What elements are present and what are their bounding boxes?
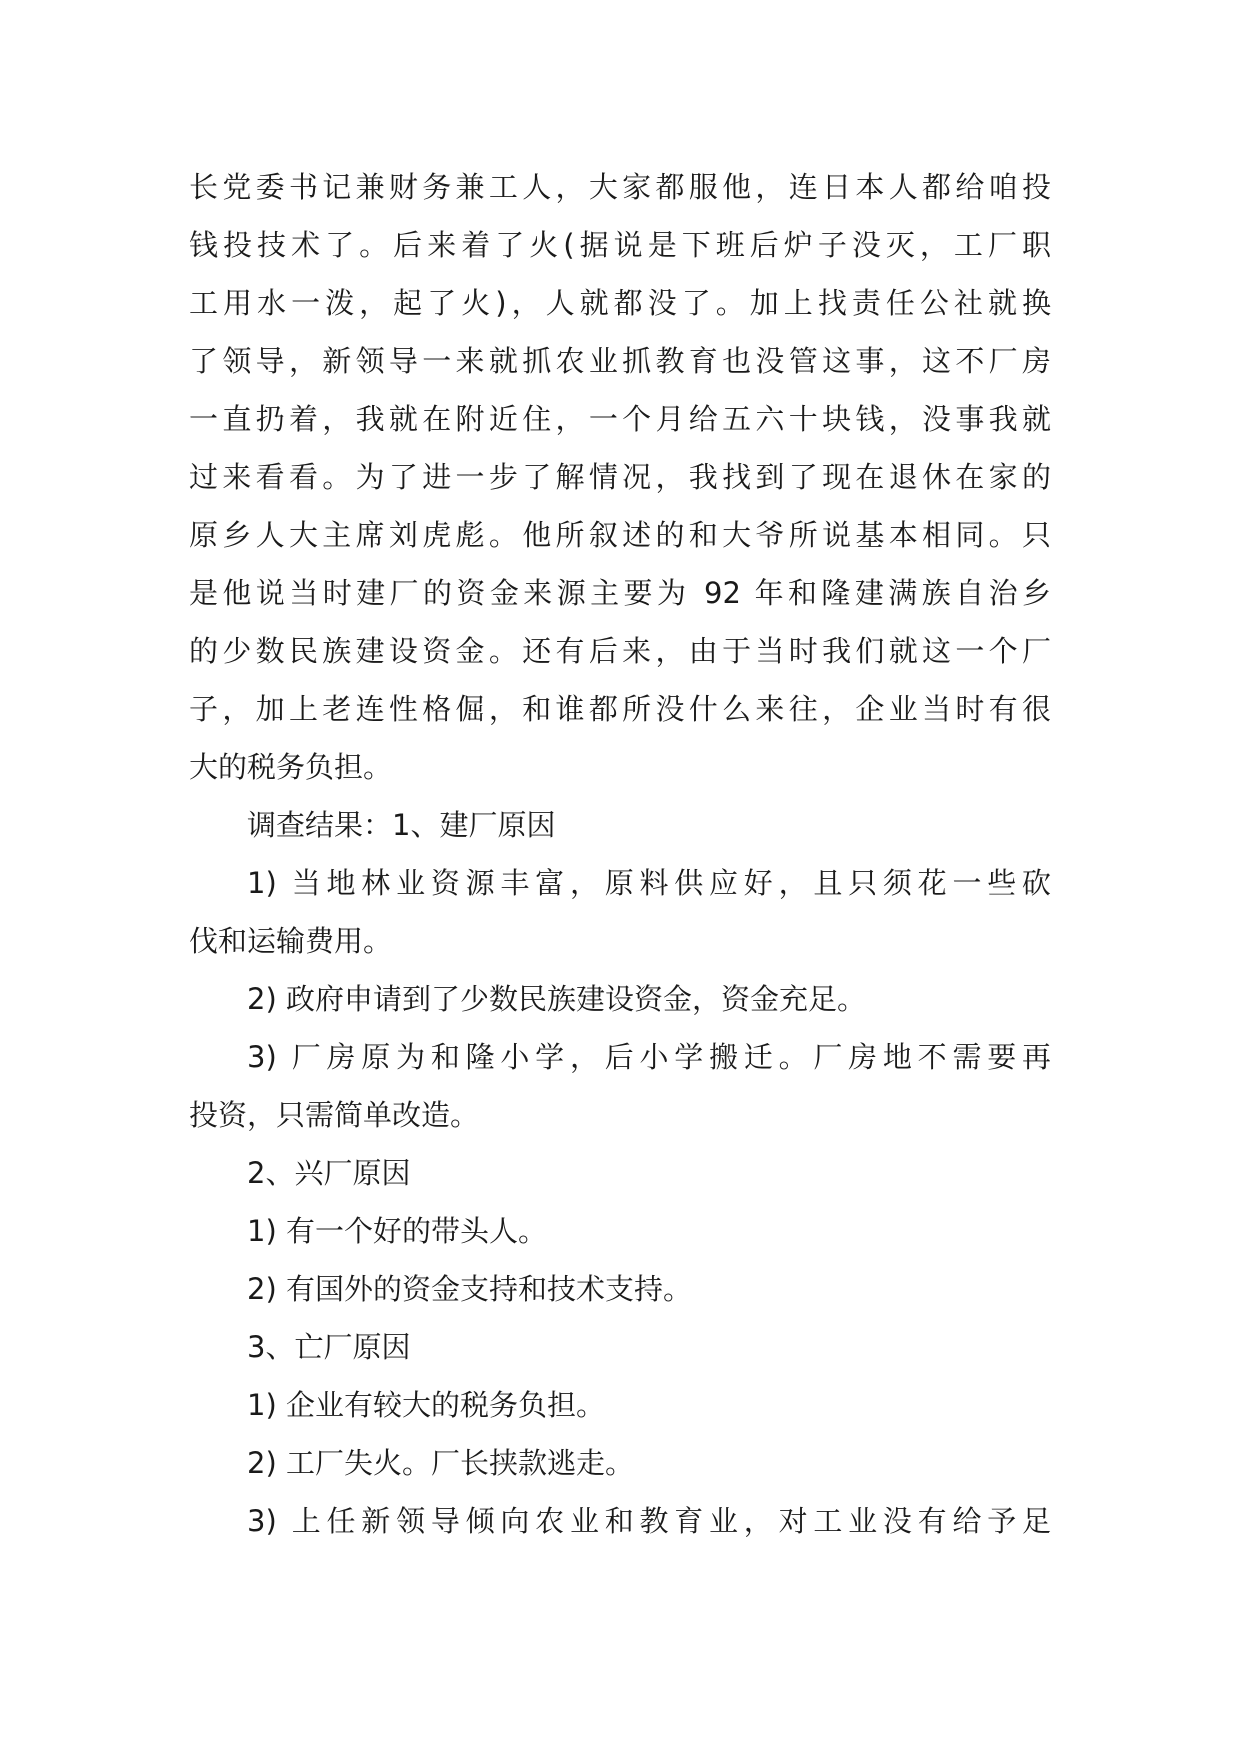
text-line: 是他说当时建厂的资金来源主要为 92 年和隆建满族自治乡 xyxy=(189,576,1051,610)
text-line: 1) 当地林业资源丰富，原料供应好，且只须花一些砍 xyxy=(247,866,1051,900)
text-line: 的少数民族建设资金。还有后来，由于当时我们就这一个厂 xyxy=(189,634,1051,668)
text-line: 3、亡厂原因 xyxy=(247,1330,411,1364)
text-line: 一直扔着，我就在附近住，一个月给五六十块钱，没事我就 xyxy=(189,402,1051,436)
text-line: 调查结果：1、建厂原因 xyxy=(247,808,556,842)
text-line: 长党委书记兼财务兼工人，大家都服他，连日本人都给咱投 xyxy=(189,170,1051,204)
text-line: 原乡人大主席刘虎彪。他所叙述的和大爷所说基本相同。只 xyxy=(189,518,1051,552)
text-line: 2) 工厂失火。厂长挟款逃走。 xyxy=(247,1446,634,1480)
text-line: 3) 厂房原为和隆小学，后小学搬迁。厂房地不需要再 xyxy=(247,1040,1051,1074)
document-page xyxy=(189,158,1051,1550)
text-line: 工用水一泼，起了火)，人就都没了。加上找责任公社就换 xyxy=(189,286,1051,320)
text-line: 1) 有一个好的带头人。 xyxy=(247,1214,547,1248)
text-line: 子，加上老连性格倔，和谁都所没什么来往，企业当时有很 xyxy=(189,692,1051,726)
text-line: 1) 企业有较大的税务负担。 xyxy=(247,1388,605,1422)
text-line: 伐和运输费用。 xyxy=(189,924,393,958)
text-line: 投资，只需简单改造。 xyxy=(189,1098,480,1132)
text-line: 钱投技术了。后来着了火(据说是下班后炉子没灭，工厂职 xyxy=(189,228,1051,262)
text-line: 2) 政府申请到了少数民族建设资金，资金充足。 xyxy=(247,982,866,1016)
text-line: 2) 有国外的资金支持和技术支持。 xyxy=(247,1272,692,1306)
text-line: 了领导，新领导一来就抓农业抓教育也没管这事，这不厂房 xyxy=(189,344,1051,378)
text-line: 3) 上任新领导倾向农业和教育业，对工业没有给予足 xyxy=(247,1504,1051,1538)
text-line: 过来看看。为了进一步了解情况，我找到了现在退休在家的 xyxy=(189,460,1051,494)
text-line: 大的税务负担。 xyxy=(189,750,393,784)
text-line: 2、兴厂原因 xyxy=(247,1156,411,1190)
